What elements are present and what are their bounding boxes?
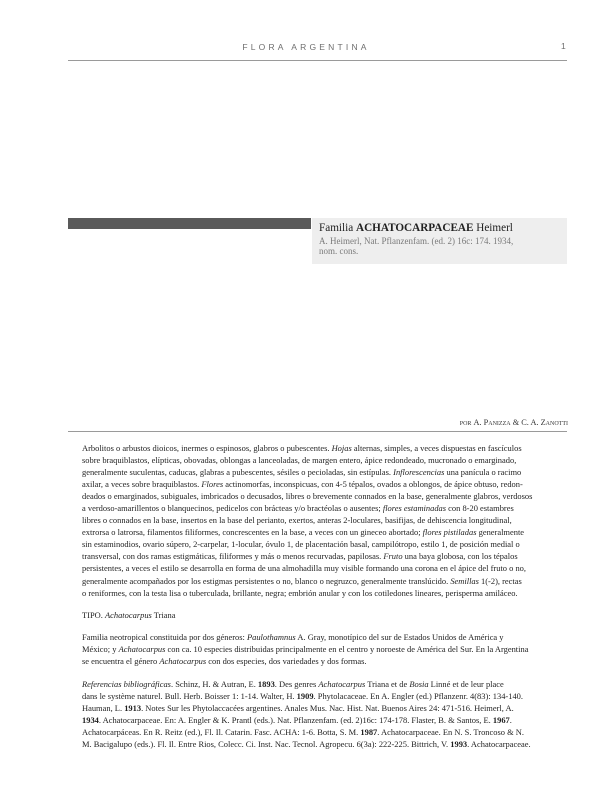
text-run: . Achatocarpaceae. En: A. Engler & K. Prantl (eds.). Nat. Pflanzenfam. (ed. 2)16c: 174-178. Flaster, B. & Santos, E. (98, 714, 493, 725)
text-run: Achatocarpus (318, 678, 366, 689)
text-run: Referencias bibliográficas (82, 678, 171, 689)
text-run: con 8-20 estambres (446, 503, 514, 514)
text-run: 1(-2), rectas (478, 575, 522, 586)
text-line (68, 678, 567, 690)
text-run: extrorsa o latrorsa, filamentos filiformes, concrescentes en la base, a veces con un gineceo abortado; (82, 527, 423, 538)
text-run: Linné et de leur place (428, 678, 504, 689)
text-line (68, 738, 567, 750)
text-run: actinomorfas, inconspicuas, con 4-5 tépalos, ovados a oblongos, de ápice obtuso, redon- (223, 479, 523, 490)
text-run: Achatocarpus (104, 609, 152, 620)
text-run: . Schinz, H. & Autran, E. (170, 678, 258, 689)
text-run: . Achatocarpaceae. (467, 738, 531, 749)
text-run: Paulothamnus (246, 632, 296, 643)
text-line (68, 550, 567, 562)
text-run: Familia neotropical constituida por dos géneros: (82, 632, 247, 643)
body-text (68, 442, 567, 750)
text-line (68, 575, 567, 587)
page-number: 1 (561, 41, 566, 51)
family-reference-line: nom. cons. (319, 246, 359, 257)
text-run: Flores (201, 479, 224, 490)
running-title: FLORA ARGENTINA (242, 42, 370, 52)
text-line (68, 702, 567, 714)
text-run: Bosia (409, 678, 429, 689)
text-run: generalmente acompañados por los estigmas persistentes o no, blanco o negruzco, generalmente translúcido. (82, 575, 451, 586)
type-paragraph (68, 609, 567, 621)
text-run: flores estaminadas (382, 503, 447, 514)
text-run: 1893 (257, 678, 275, 689)
description-paragraph (68, 442, 567, 599)
text-run: 1967 (492, 714, 510, 725)
text-run: Fruto (383, 551, 403, 562)
text-run: alternas, simples, a veces dispuestas en fascículos (351, 443, 522, 453)
text-run: deados o emarginados, subiguales, imbricados o decusados, libres o brevemente connados en la base, generalmente glabros, verdosos (82, 491, 533, 502)
text-run: sobre braquiblastos, elípticas, obovadas, oblongas a lanceoladas, de margen entero, ápice redondeado, mucronado o emarginado, (82, 455, 517, 466)
text-line (68, 690, 567, 702)
distribution-paragraph (68, 631, 567, 667)
family-prefix: Familia (319, 222, 354, 234)
text-run: . Notes Sur les Phytolaccacées argentines. Anales Mus. Nac. Hist. Nat. Buenos Aires 24: 471-516. Heimerl, A. (141, 702, 514, 713)
authors-line (300, 418, 568, 427)
text-line (68, 631, 567, 643)
text-run: Achatocarpus (159, 656, 207, 667)
text-line (68, 466, 567, 478)
family-reference (319, 236, 561, 257)
text-line (68, 609, 567, 621)
family-author: Heimerl (476, 222, 513, 234)
text-run: 1987 (360, 726, 378, 737)
text-run: Triana et de (365, 678, 410, 689)
family-title (319, 222, 513, 234)
text-run: persistentes, a veces el estilo se desarrolla en forma de una almohadilla muy visible formando una corona en el ápice del fruto o no, (82, 563, 526, 574)
authors-rule (68, 431, 567, 432)
text-run: 1913 (124, 702, 142, 713)
text-run: TIPO. (82, 609, 105, 620)
text-run: dans le système naturel. Bull. Herb. Boisser 1: 1-14. Walter, H. (82, 690, 297, 701)
text-run: con ca. 10 especies distribuidas principalmente en el centro y noroeste de América del Sur. En la Argentina (165, 644, 529, 655)
text-run: M. Bacigalupo (eds.). Fl. Il. Entre Rios, Colecc. Ci. Inst. Nac. Tecnol. Agropecu. 6(3a): 222-225. Bittrich, V. (82, 738, 451, 749)
text-run: con dos especies, dos variedades y dos formas. (206, 656, 367, 667)
text-run: sin estaminodios, ovario súpero, 2-carpelar, 1-locular, óvulo 1, de placentación basal, campilótropo, estilo 1, de posición medial o (82, 539, 520, 550)
text-run: libres o connados en la base, insertos en la base del perianto, exertos, anteras 2-loculares, basifijas, de dehiscencia longitudinal, (82, 515, 512, 526)
text-run: axilar, a veces sobre braquiblastos. (82, 479, 202, 490)
header-rule (68, 60, 567, 61)
text-run: Achatocarpus (118, 644, 166, 655)
family-reference-line: A. Heimerl, Nat. Pflanzenfam. (ed. 2) 16c: 174. 1934, (319, 236, 514, 246)
text-run: una panícula o racimo (444, 467, 522, 478)
author-name: A. Panizza (473, 418, 511, 427)
text-run: a verdoso-amarillentos o blanquecinos, pedicelos con brácteas y/o bractéolas o ausentes; (82, 503, 383, 514)
text-run: . Des genres (274, 678, 319, 689)
text-run: generalmente (476, 527, 525, 538)
text-run: 1909 (296, 690, 314, 701)
text-run: o reniformes, con la testa lisa o tuberculada, brillante, negra; embrión anular y con los cotiledones lineares, perisperma amiláceo. (82, 587, 518, 598)
family-name: ACHATOCARPACEAE (355, 222, 474, 234)
text-run: una baya globosa, con los tépalos (402, 551, 518, 562)
text-run: . (509, 714, 512, 725)
text-line (68, 655, 567, 667)
text-run: Inflorescencias (393, 467, 445, 478)
text-line (68, 442, 567, 454)
text-run: flores pistiladas (422, 527, 477, 538)
text-run: . Phytolacaceae. En A. Engler (ed.) Pflanzenr. 4(83): 134-140. (313, 690, 523, 701)
text-line (68, 714, 567, 726)
text-run: generalmente suculentas, caducas, glabras a pubescentes, sésiles o pecioladas, sin estípulas. (82, 467, 394, 478)
text-line (68, 502, 567, 514)
author-name: C. A. Zanotti (521, 418, 568, 427)
text-run: transversal, con dos ramas estigmáticas, filiformes y más o menos recurvadas, papilosas. (82, 551, 384, 562)
text-run: se encuentra el género (82, 656, 160, 667)
text-line (68, 478, 567, 490)
text-run: . Achatocarpaceae. En N. S. Troncoso & N. (377, 726, 524, 737)
text-run: 1993 (450, 738, 468, 749)
text-run: 1934 (82, 714, 99, 725)
text-run: Semillas (450, 575, 479, 586)
text-run: México; y (82, 644, 119, 655)
text-line (68, 726, 567, 738)
text-line (68, 526, 567, 538)
family-header-bar (68, 218, 311, 229)
references-paragraph (68, 678, 567, 750)
text-run: A. Gray, monotípico del sur de Estados Unidos de América y (295, 632, 504, 643)
text-run: Achatocarpáceas. En R. Reitz (ed.), Fl. Il. Catarin. Fasc. ACHA: 1-6. Botta, S. M. (82, 726, 361, 737)
text-run: Hojas (331, 443, 352, 453)
text-run: Arbolitos o arbustos dioicos, inermes o espinosos, glabros o pubescentes. (82, 443, 332, 453)
authors-por: por (459, 418, 472, 427)
text-run: Triana (151, 609, 176, 620)
text-line (68, 643, 567, 655)
text-run: Hauman, L. (82, 702, 125, 713)
authors-ampersand: & (512, 418, 520, 427)
